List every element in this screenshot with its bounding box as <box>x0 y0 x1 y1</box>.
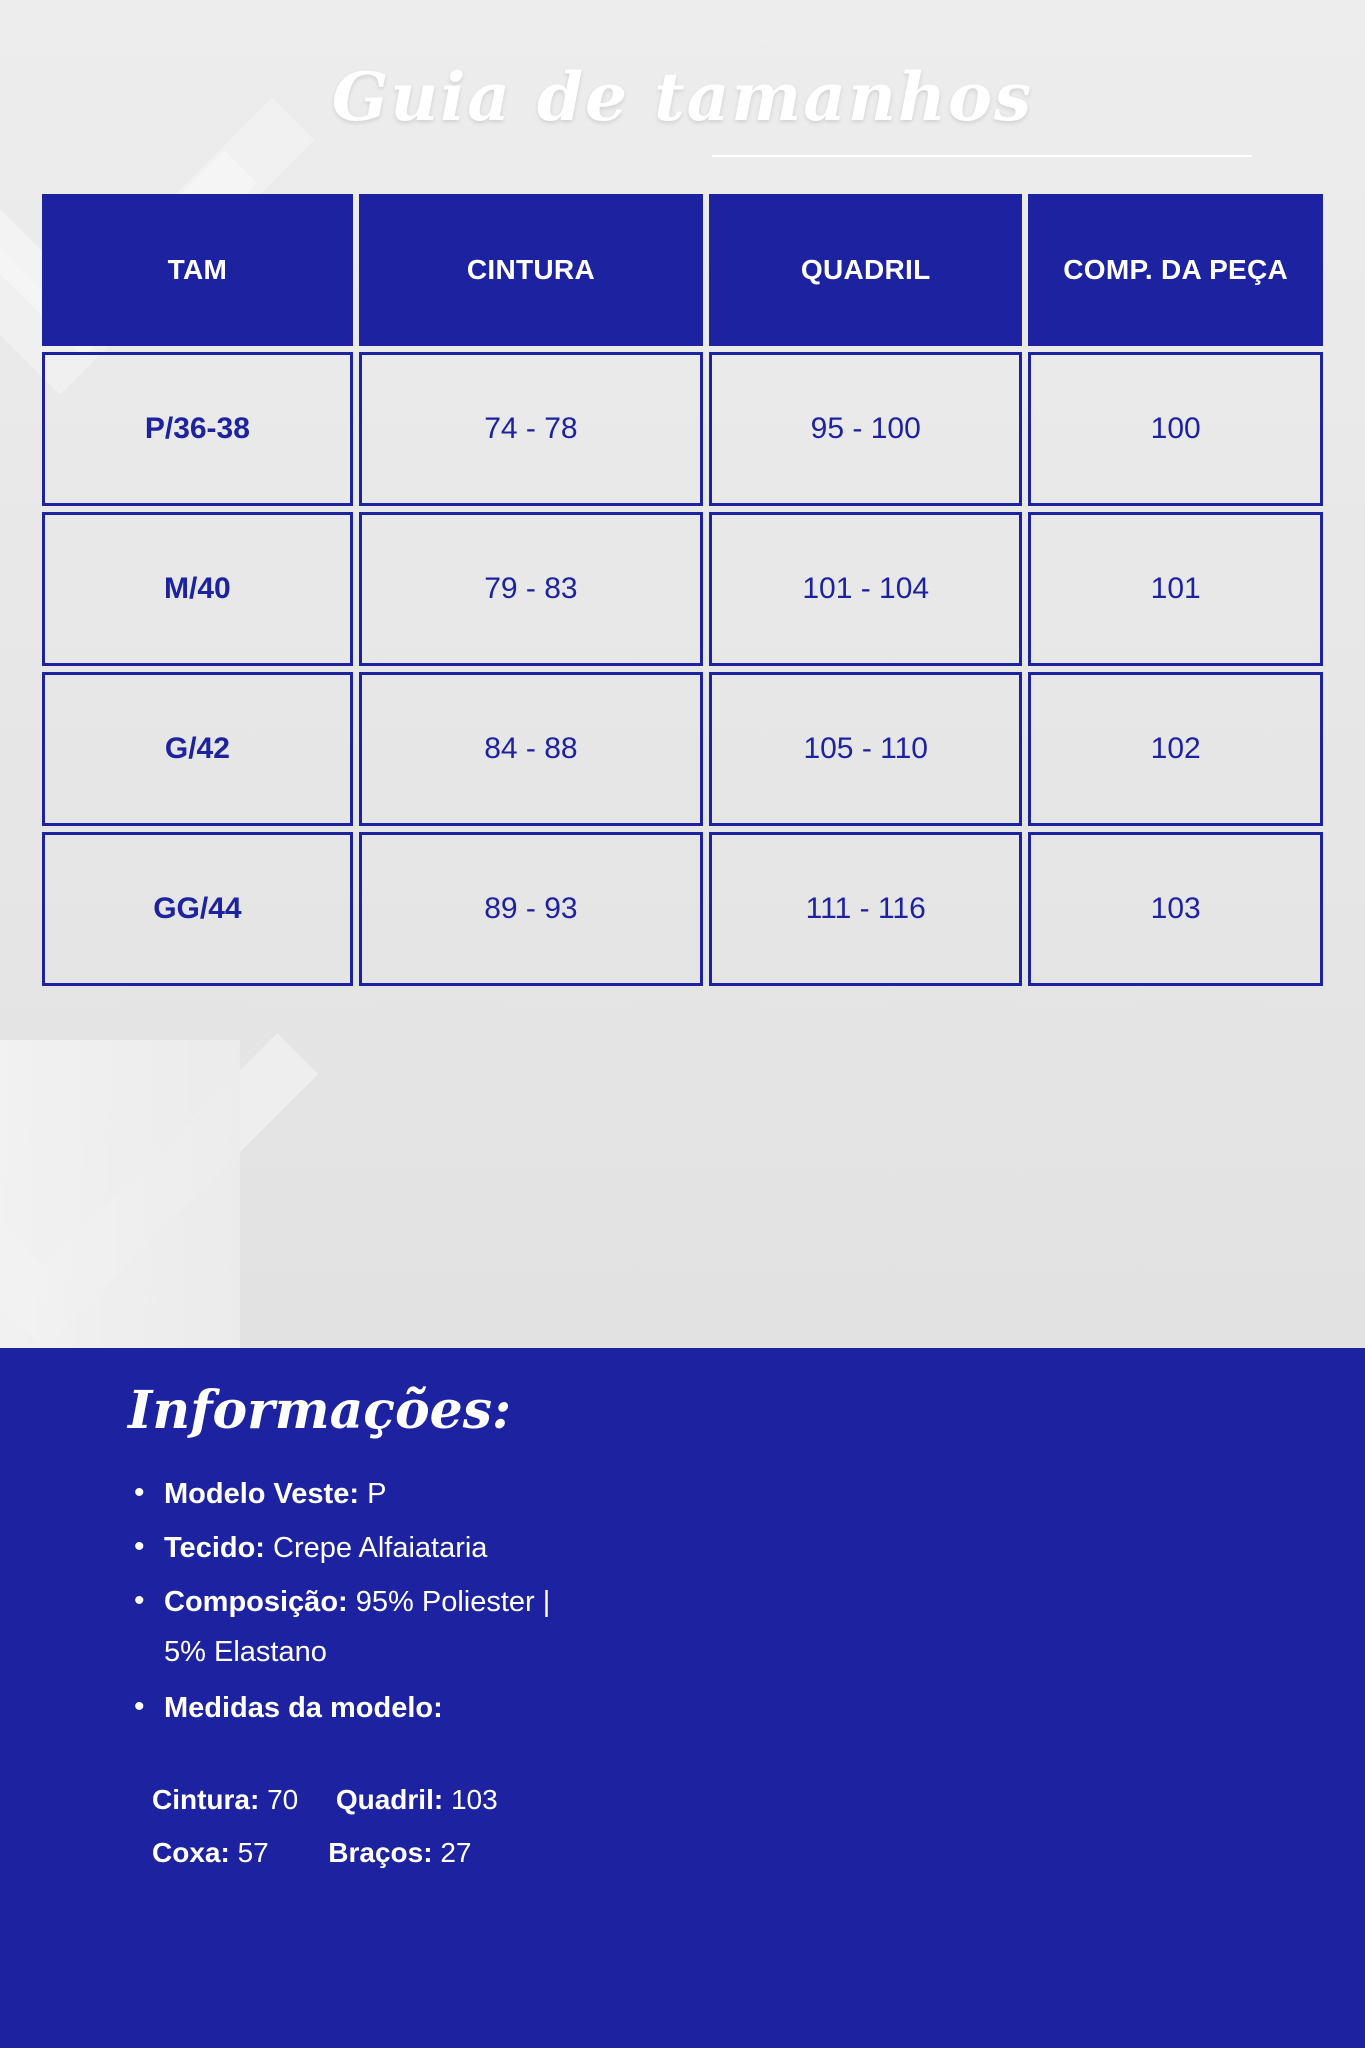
cell-cintura: 89 - 93 <box>359 832 703 986</box>
column-header-comp: COMP. DA PEÇA <box>1028 194 1323 346</box>
cell-comprimento: 102 <box>1028 672 1323 826</box>
measurement-row <box>152 1826 498 1879</box>
measure-value-bracos: 27 <box>440 1837 472 1869</box>
cell-tam: G/42 <box>42 672 353 826</box>
cell-comprimento: 100 <box>1028 352 1323 506</box>
measure-label-coxa: Coxa: <box>152 1837 230 1869</box>
info-value-second-line: 5% Elastano <box>164 1636 327 1669</box>
cell-cintura: 74 - 78 <box>359 352 703 506</box>
measure-value-quadril: 103 <box>450 1784 498 1815</box>
information-panel <box>0 1348 1365 2048</box>
column-header-cintura: CINTURA <box>359 194 703 346</box>
information-title: Informações: <box>128 1380 512 1441</box>
cell-quadril: 105 - 110 <box>709 672 1022 826</box>
title-underline <box>712 155 1252 157</box>
column-header-tam: TAM <box>42 194 353 346</box>
cell-cintura: 84 - 88 <box>359 672 703 826</box>
list-item-tecido <box>128 1528 748 1568</box>
size-table <box>36 188 1329 992</box>
measure-label-quadril: Quadril: <box>335 1784 444 1815</box>
decorative-band <box>0 1040 240 1350</box>
info-label: Tecido: <box>164 1532 265 1565</box>
list-item-composicao <box>128 1582 748 1672</box>
cell-quadril: 101 - 104 <box>709 512 1022 666</box>
measure-label-bracos: Braços: <box>328 1837 433 1869</box>
measure-value-cintura: 70 <box>267 1784 299 1815</box>
page-title: Guia de tamanhos <box>331 58 1034 136</box>
cell-quadril: 95 - 100 <box>709 352 1022 506</box>
column-header-quadril: QUADRIL <box>709 194 1022 346</box>
measure-label-cintura: Cintura: <box>152 1784 260 1815</box>
cell-tam: P/36-38 <box>42 352 353 506</box>
cell-tam: M/40 <box>42 512 353 666</box>
info-label: Composição: <box>164 1586 348 1619</box>
cell-quadril: 111 - 116 <box>709 832 1022 986</box>
cell-cintura: 79 - 83 <box>359 512 703 666</box>
info-label: Medidas da modelo: <box>164 1692 443 1725</box>
info-value: Crepe Alfaiataria <box>273 1532 488 1565</box>
info-label: Modelo Veste: <box>164 1478 359 1510</box>
info-value: 95% Poliester | <box>355 1586 551 1619</box>
list-item-modelo-veste <box>128 1474 748 1514</box>
model-measurements <box>152 1773 498 1879</box>
information-list <box>128 1474 748 1742</box>
table-row <box>42 512 1323 666</box>
table-row <box>42 672 1323 826</box>
cell-tam: GG/44 <box>42 832 353 986</box>
info-value: P <box>367 1478 387 1510</box>
cell-comprimento: 101 <box>1028 512 1323 666</box>
measure-value-coxa: 57 <box>237 1837 269 1869</box>
measurement-row <box>152 1773 498 1826</box>
cell-comprimento: 103 <box>1028 832 1323 986</box>
list-item-medidas-modelo <box>128 1688 748 1728</box>
table-row <box>42 832 1323 986</box>
table-row <box>42 352 1323 506</box>
table-header-row <box>42 194 1323 346</box>
